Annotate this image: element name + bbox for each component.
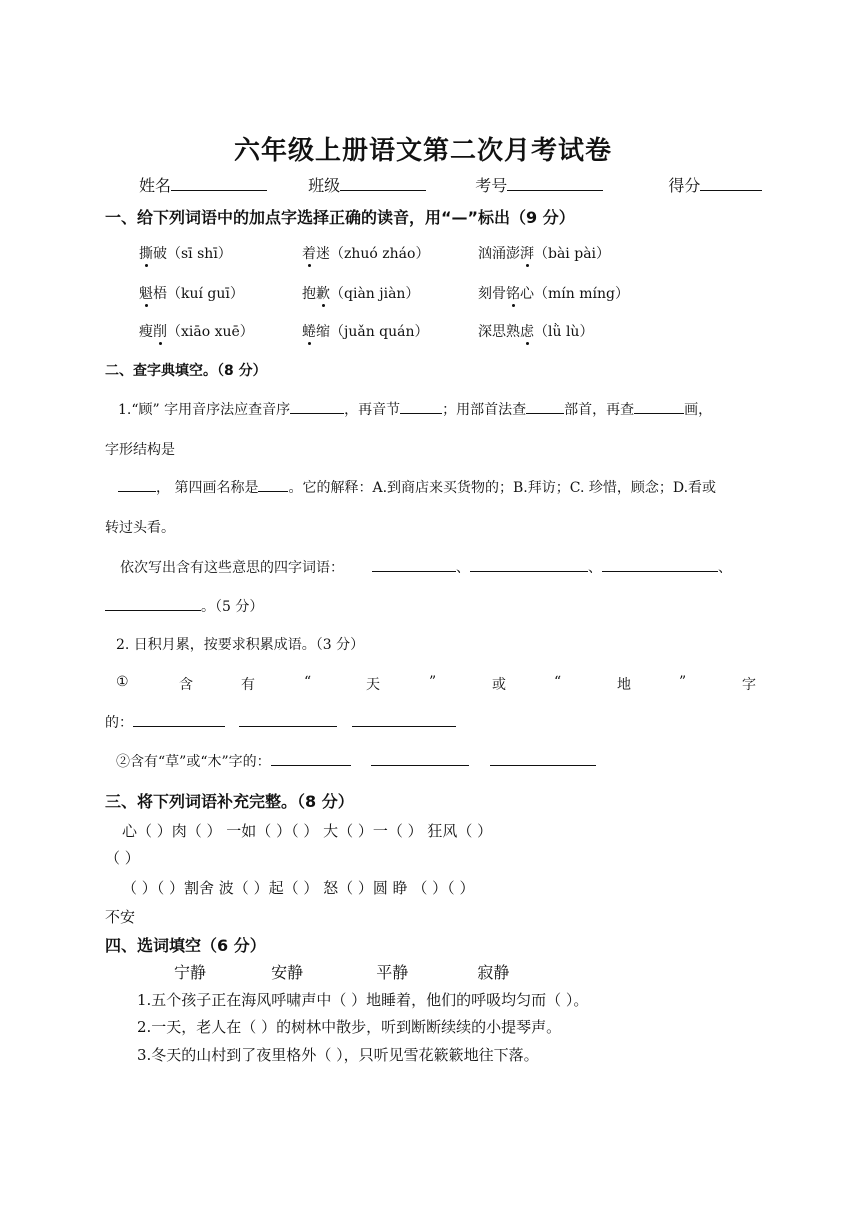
question-2-1-line-3: ， 第四画名称是 。它的解释：A.到商店来买货物的；B.拜访；C. 珍惜，顾念；D.看或 [118,477,716,497]
blank-grass-wood-3[interactable] [490,751,596,766]
spaced-character: 或 [492,677,506,693]
section-3-line-2: （ ） [105,849,140,867]
pinyin-choice-item: 抱歉（qiàn jiàn） [302,283,419,303]
section-4-heading: 四、选词填空（6 分） [105,936,266,955]
section-2-heading: 二、查字典填空。（8 分） [105,363,267,379]
section-1-heading: 一、给下列词语中的加点字选择正确的读音，用“—”标出（9 分） [105,208,575,227]
blank-syllable[interactable] [400,399,442,414]
fill-sentence-3: 3.冬天的山村到了夜里格外（ ），只听见雪花簌簌地往下落。 [137,1046,539,1064]
blank-idiom-a[interactable] [372,557,456,572]
pinyin-choice-item: 刻骨铭心（mín míng） [478,283,629,303]
dotted-character: 湃 [520,243,534,263]
class-label: 班级 [308,176,341,195]
blank-stroke-name[interactable] [258,477,288,492]
page-title: 六年级上册语文第二次月考试卷 [234,136,613,166]
spaced-character: 地 [617,677,631,693]
question-2-2-2-line: ②含有“草”或“木”字的： [116,751,596,771]
question-2-1-line-5: 依次写出含有这些意思的四字词语： 、 、 、 [120,557,732,577]
blank-sky-earth-2[interactable] [239,712,337,727]
name-label: 姓名 [139,176,172,195]
blank-idiom-d[interactable] [105,596,201,611]
dotted-character: 撕 [139,243,153,263]
blank-grass-wood-1[interactable] [271,751,351,766]
pinyin-choice-item: 深思熟虑（lǜ lù） [478,321,593,341]
class-field[interactable] [340,172,426,191]
pinyin-choice-item: 蜷缩（juǎn quán） [302,321,429,341]
spaced-character: 天 [366,677,380,693]
spaced-character: 有 [241,677,255,693]
question-2-1-line-4: 转过头看。 [105,520,175,536]
question-2-1-line-6: 。（5 分） [105,596,263,616]
question-2-2: 2. 日积月累，按要求积累成语。（3 分） [116,637,365,653]
fill-sentence-1: 1.五个孩子正在海风呼啸声中（ ）地睡着，他们的呼吸均匀而（ ）。 [137,991,589,1009]
fill-sentence-2: 2.一天，老人在（ ）的树林中散步，听到断断续续的小提琴声。 [137,1018,562,1036]
section-3-heading: 三、将下列词语补充完整。（8 分） [105,792,354,811]
blank-idiom-b[interactable] [470,557,588,572]
dotted-character: 蜷 [302,321,316,341]
section-3-line-4: 不安 [105,908,136,926]
name-field[interactable] [171,172,267,191]
word-bank-item: 宁静 [174,963,207,982]
word-bank-item: 安静 [271,963,304,982]
spaced-character: “ [554,674,562,690]
blank-sky-earth-3[interactable] [352,712,456,727]
word-bank-item: 平静 [376,963,409,982]
pinyin-choice-item: 着迷（zhuó zháo） [302,243,429,263]
word-bank-item: 寂静 [477,963,510,982]
spaced-character: 字 [742,677,756,693]
dotted-character: 魁 [139,283,153,303]
word-bank [174,960,509,983]
dotted-character: 虑 [520,321,534,341]
pinyin-choice-item: 汹涌澎湃（bài pài） [478,243,610,263]
spaced-character: ” [679,674,687,690]
pinyin-choice-item: 魁梧（kuí guī） [139,283,244,303]
section-3-line-1: 心（ ）肉（ ） 一如（ ）（ ） 大（ ）一（ ） 狂风（ ） [122,822,493,840]
blank-radical[interactable] [526,399,564,414]
question-2-1-line-2: 字形结构是 [105,442,175,458]
spaced-character: “ [304,674,312,690]
spaced-character: ① [116,674,129,690]
section-3-line-3: （ ）（ ）割舍 波（ ）起（ ） 怒（ ）圆 睁 （ ）（ ） [122,879,475,897]
blank-idiom-c[interactable] [602,557,718,572]
blank-sky-earth-1[interactable] [133,712,225,727]
question-2-2-1-answers: 的： [105,712,456,732]
pinyin-choice-item: 撕破（sī shī） [139,243,232,263]
exam-number-field[interactable] [507,172,603,191]
dotted-character: 着 [302,243,316,263]
pinyin-choice-item: 瘦削（xiāo xuē） [139,321,254,341]
student-info-line [139,172,762,196]
question-2-2-1-line [116,674,756,694]
score-label: 得分 [668,176,701,195]
dotted-character: 歉 [316,283,330,303]
question-2-1-line-1: 1.“顾” 字用音序法应查音序 ，再音节 ；用部首法查 部首，再查 画， [118,399,712,419]
blank-strokes[interactable] [634,399,684,414]
spaced-character: 含 [179,677,193,693]
blank-initial-letter[interactable] [290,399,344,414]
score-field[interactable] [700,172,762,191]
blank-grass-wood-2[interactable] [371,751,469,766]
spaced-character: ” [429,674,437,690]
blank-structure[interactable] [118,477,156,492]
dotted-character: 削 [153,321,167,341]
exam-number-label: 考号 [475,176,508,195]
dotted-character: 铭 [506,283,520,303]
